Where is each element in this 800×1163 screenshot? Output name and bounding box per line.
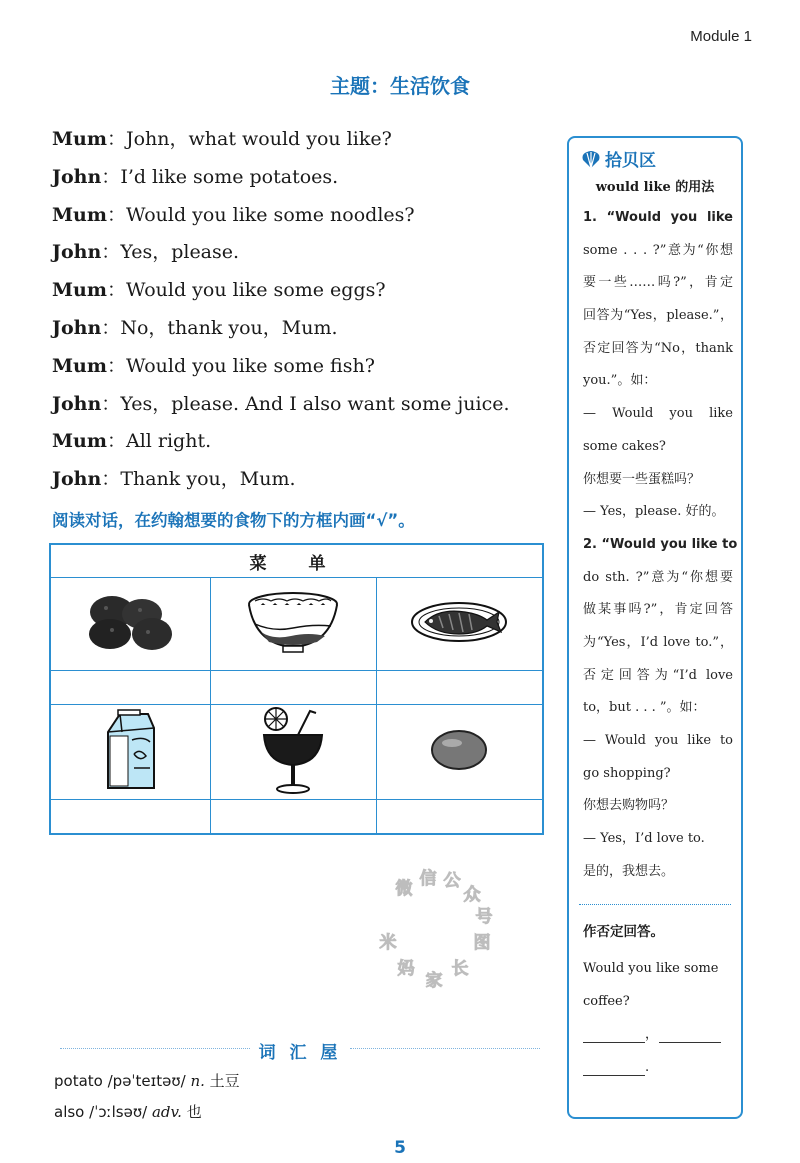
- task-question-line: coffee?: [583, 994, 630, 1009]
- vocab-item: [54, 1070, 240, 1091]
- speaker-name: John: [52, 241, 102, 264]
- check-box-fish[interactable]: [376, 671, 543, 705]
- speaker-name: Mum: [52, 279, 107, 302]
- menu-cell-milk: [50, 705, 210, 800]
- speaker-name: John: [52, 316, 102, 339]
- tips-sidebar: [567, 136, 743, 1119]
- dialogue: [52, 124, 552, 502]
- note-line: 1. “Would you like: [583, 210, 733, 225]
- watermark-char: 公: [443, 871, 461, 891]
- speaker-separator: ：: [101, 241, 121, 264]
- vocab-ipa: /ˈɔːlsəʊ/: [89, 1103, 148, 1121]
- dialogue-line: [52, 426, 552, 464]
- page-title: 主题：生活饮食: [330, 74, 470, 98]
- vocab-word: also: [54, 1103, 85, 1121]
- speaker-name: John: [52, 392, 102, 415]
- menu-table: [49, 543, 544, 835]
- note-line: do sth. ?”意为“你想要: [583, 569, 733, 585]
- note-line: — Would you like to: [583, 733, 733, 748]
- milk-carton-icon: [100, 708, 160, 792]
- watermark-char: 号: [475, 907, 493, 927]
- dialogue-text: Would you like some eggs?: [125, 279, 386, 302]
- dialogue-line: [52, 313, 552, 351]
- watermark-char: 微: [395, 879, 413, 899]
- check-box-juice[interactable]: [210, 800, 376, 835]
- note-line: 做某事吗?”，肯定回答: [583, 602, 733, 618]
- page-number: 5: [394, 1138, 406, 1158]
- menu-cell-fish: [376, 578, 543, 671]
- vocab-item: [54, 1101, 202, 1122]
- check-box-egg[interactable]: [376, 800, 543, 835]
- speaker-name: Mum: [52, 354, 107, 377]
- speaker-separator: ：: [101, 316, 121, 339]
- dialogue-text: Yes，please. And I also want some juice.: [120, 392, 510, 415]
- speaker-separator: ：: [106, 279, 126, 302]
- sidebar-notes: [583, 202, 738, 888]
- egg-icon: [424, 725, 494, 775]
- menu-cell-juice: [210, 705, 376, 800]
- dialogue-text: John，what would you like?: [125, 128, 392, 150]
- answer-line: [583, 1051, 733, 1084]
- dialogue-text: Would you like some fish?: [125, 354, 375, 377]
- watermark-char: 图: [473, 933, 491, 953]
- dialogue-line: [52, 351, 552, 389]
- check-box-potatoes[interactable]: [50, 671, 210, 705]
- dialogue-line: [52, 389, 552, 427]
- answer-blank[interactable]: [583, 1042, 645, 1043]
- sidebar-divider: [579, 904, 731, 905]
- shell-icon: [581, 151, 601, 169]
- exercise-instruction: 阅读对话，在约翰想要的食物下的方框内画“√”。: [52, 511, 415, 530]
- note-line: 2. “Would you like to: [583, 536, 738, 552]
- answer-blank[interactable]: [583, 1075, 645, 1076]
- note-line: go shopping?: [583, 765, 671, 781]
- speaker-separator: ：: [106, 430, 126, 453]
- watermark-char: 妈: [397, 959, 415, 979]
- note-line: 否定回答为“I’d love: [583, 667, 733, 683]
- note-line: to，but . . . ”。如：: [583, 700, 706, 716]
- note-line: 为“Yes，I’d love to.”，: [583, 634, 733, 650]
- speaker-separator: ：: [106, 203, 126, 226]
- fish-icon: [409, 598, 509, 646]
- speaker-separator: ：: [106, 128, 126, 150]
- dialogue-text: All right.: [125, 430, 212, 453]
- speaker-name: John: [52, 165, 102, 188]
- watermark-char: 家: [425, 971, 443, 991]
- check-box-milk[interactable]: [50, 800, 210, 835]
- dialogue-text: Thank you，Mum.: [120, 468, 296, 491]
- sidebar-title: [581, 146, 656, 171]
- speaker-name: John: [52, 468, 102, 491]
- dialogue-line: [52, 124, 552, 162]
- note-line: some . . . ?”意为“你想: [583, 242, 733, 258]
- vocab-ipa: /pəˈteɪtəʊ/: [107, 1072, 186, 1090]
- note-line: — Would you like: [583, 406, 733, 422]
- dialogue-line: [52, 275, 552, 313]
- dialogue-text: Would you like some noodles?: [125, 203, 415, 226]
- menu-cell-potatoes: [50, 578, 210, 671]
- menu-title: 菜 单: [50, 544, 543, 578]
- note-line: 是的，我想去。: [583, 863, 675, 879]
- dialogue-line: [52, 200, 552, 238]
- speaker-separator: ：: [101, 165, 121, 188]
- vocab-pos: n.: [190, 1072, 205, 1090]
- speaker-separator: ：: [101, 392, 121, 415]
- dialogue-line: [52, 162, 552, 200]
- note-line: some cakes?: [583, 438, 666, 454]
- noodles-icon: [243, 588, 343, 656]
- answer-blank[interactable]: [659, 1042, 721, 1043]
- note-line: — Yes，I’d love to.: [583, 831, 705, 847]
- watermark-char: 信: [419, 869, 437, 889]
- note-line: you.”。如：: [583, 373, 657, 389]
- vocab-pos: adv.: [151, 1103, 182, 1121]
- speaker-name: Mum: [52, 203, 107, 226]
- answer-line: [583, 1018, 733, 1051]
- watermark-char: 长: [451, 959, 469, 979]
- watermark-stamp: [360, 860, 500, 1000]
- dialogue-text: I’d like some potatoes.: [120, 165, 339, 188]
- watermark-char: 众: [463, 885, 481, 905]
- speaker-name: Mum: [52, 430, 107, 453]
- exercise-task: [583, 952, 733, 1084]
- dialogue-line: [52, 464, 552, 502]
- module-label: Module 1: [690, 28, 752, 45]
- note-line: 你想要一些蛋糕吗？: [583, 471, 701, 487]
- sidebar-subtitle: would like 的用法: [595, 180, 715, 195]
- menu-cell-noodles: [210, 578, 376, 671]
- answer-comma: ，: [645, 1027, 659, 1042]
- dialogue-line: [52, 237, 552, 275]
- answer-period: .: [645, 1060, 650, 1075]
- note-line: 你想去购物吗？: [583, 798, 675, 814]
- vocab-title: 词 汇 屋: [258, 1043, 342, 1063]
- note-line: — Yes，please. 好的。: [583, 504, 725, 520]
- watermark-char: 米: [379, 933, 397, 953]
- vocab-header: [60, 1038, 540, 1062]
- vocab-word: potato: [54, 1072, 103, 1090]
- note-line: 回答为“Yes，please.”，: [583, 308, 733, 324]
- juice-icon: [258, 705, 328, 795]
- vocab-meaning: 也: [186, 1103, 202, 1121]
- note-line: 要一些……吗?”，肯定: [583, 275, 733, 291]
- check-box-noodles[interactable]: [210, 671, 376, 705]
- speaker-name: Mum: [52, 128, 107, 150]
- menu-cell-egg: [376, 705, 543, 800]
- task-question-line: Would you like some: [583, 961, 719, 976]
- speaker-separator: ：: [101, 468, 121, 491]
- potatoes-icon: [82, 590, 178, 654]
- exercise-task-title: 作否定回答。: [583, 924, 664, 940]
- vocab-meaning: 土豆: [209, 1072, 240, 1090]
- dialogue-text: Yes，please.: [120, 241, 240, 264]
- speaker-separator: ：: [106, 354, 126, 377]
- dialogue-text: No，thank you，Mum.: [120, 316, 338, 339]
- note-line: 否定回答为“No，thank: [583, 340, 733, 356]
- sidebar-title-text: 拾贝区: [605, 151, 656, 171]
